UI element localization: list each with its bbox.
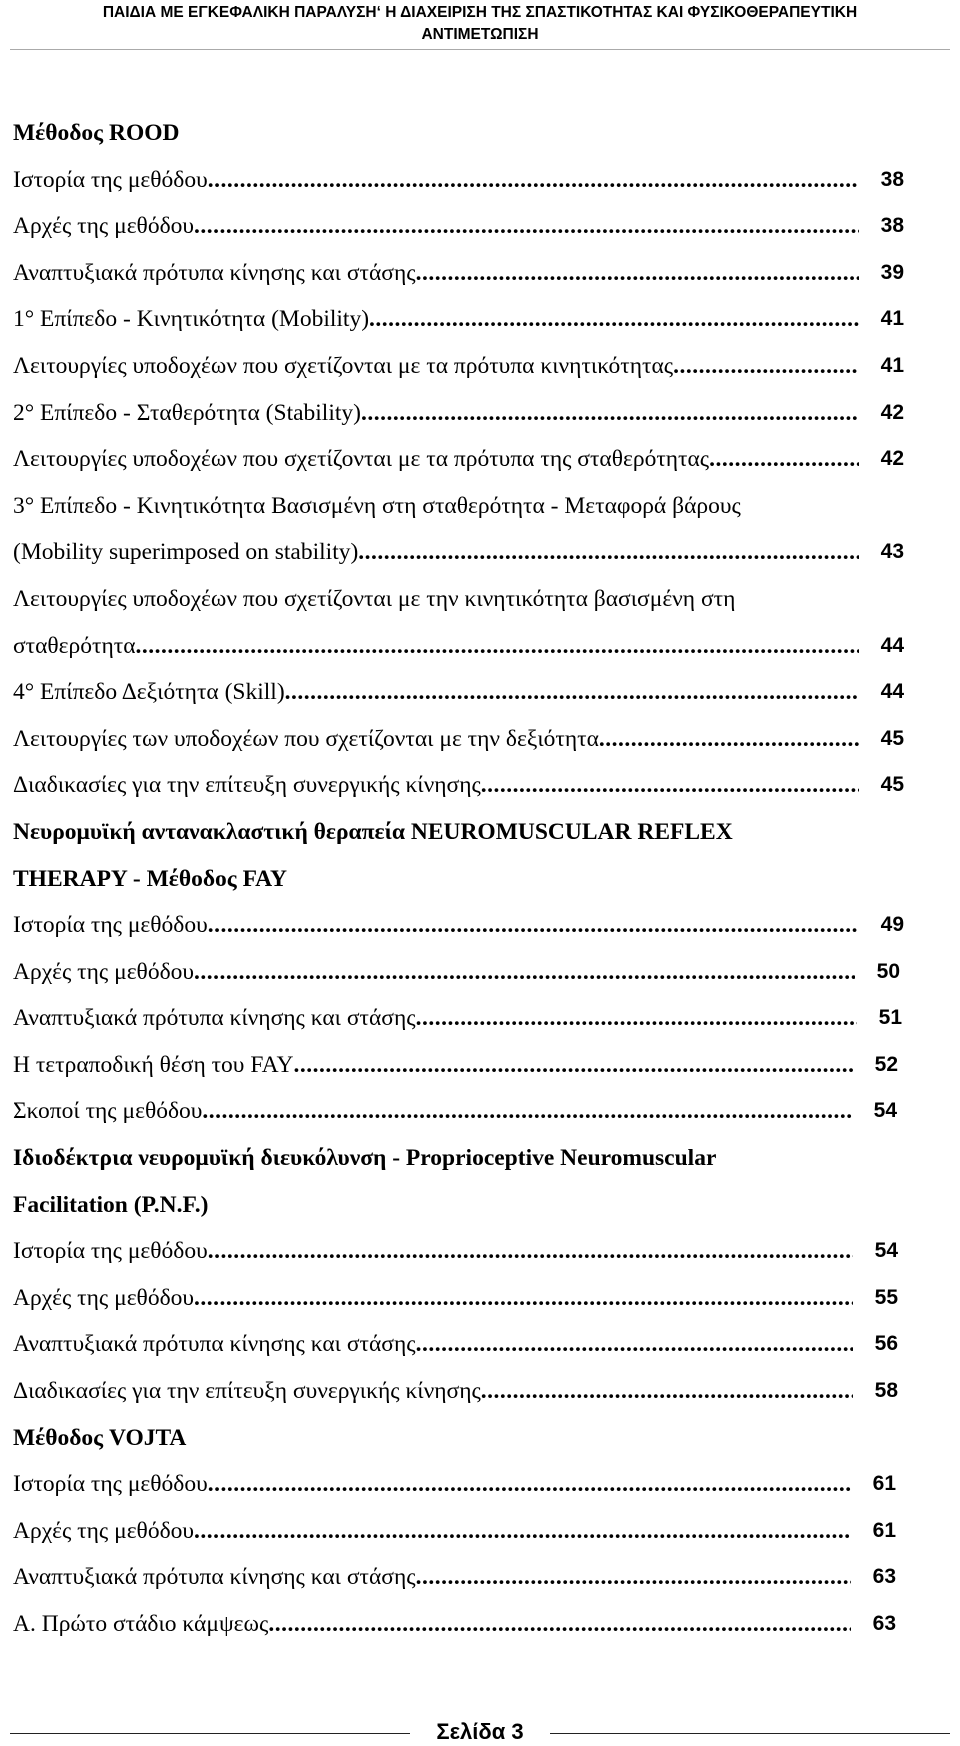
dot-leader [208, 1228, 853, 1275]
toc-page-number: 52 [874, 1052, 898, 1076]
dot-leader [268, 1601, 850, 1648]
toc-entry [13, 949, 900, 996]
toc-page-number: 54 [873, 1099, 897, 1123]
toc-entry [13, 250, 904, 297]
toc-entry-title: Αρχές της μεθόδου [13, 1284, 195, 1311]
toc-page-number: 63 [872, 1565, 896, 1589]
page-number-footer: Σελίδα 3 [410, 1718, 550, 1746]
toc-page-number: 38 [880, 167, 904, 191]
toc-entry-title: Αρχές της μεθόδου [13, 1517, 195, 1544]
toc-entry [13, 436, 904, 483]
toc-entry [13, 157, 904, 204]
toc-section-heading: Νευρομυϊκή αντανακλαστική θεραπεία NEUROMUSCULAR REFLEX [13, 818, 733, 845]
toc-entry-title: Λειτουργίες υποδοχέων που σχετίζονται με τα πρότυπα κινητικότητας [13, 352, 674, 379]
dot-leader [673, 343, 859, 390]
toc-entry [13, 1554, 896, 1601]
dot-leader [208, 1461, 851, 1508]
toc-entry-title: Ιστορία της μεθόδου [13, 912, 208, 939]
toc-entry-title: 4° Επίπεδο Δεξιότητα (Skill) [13, 679, 285, 706]
toc-section-heading: THERAPY - Μέθοδος FAY [13, 865, 287, 892]
dot-leader [599, 716, 859, 763]
toc-entry-title: Ιστορία της μεθόδου [13, 166, 208, 193]
dot-leader [285, 669, 859, 716]
dot-leader [369, 296, 859, 343]
toc-page-number: 54 [874, 1239, 898, 1263]
toc-entry-title-line: Λειτουργίες υποδοχέων που σχετίζονται με την κινητικότητα βασισμένη στη [13, 585, 736, 612]
running-header-line-2: ΑΝΤΙΜΕΤΩΠΙΣΗ [421, 26, 539, 43]
running-header-line-1: ΠΑΙΔΙΑ ΜΕ ΕΓΚΕΦΑΛΙΚΗ ΠΑΡΑΛΥΣΗ‘ Η ΔΙΑΧΕΙΡΙΣΗ ΤΗΣ ΣΠΑΣΤΙΚΟΤΗΤΑΣ ΚΑΙ ΦΥΣΙΚΟΘΕΡΑΠΕΥΤΙΚΗ [102, 4, 858, 21]
toc-page-number: 61 [872, 1472, 896, 1496]
toc-entry-title: Α. Πρώτο στάδιο κάμψεως [13, 1611, 269, 1637]
toc-entry [13, 390, 904, 437]
dot-leader [416, 1554, 851, 1601]
toc-entry [13, 1601, 896, 1648]
toc-entry [13, 1461, 896, 1508]
toc-page-number: 43 [880, 540, 904, 564]
toc-page-number: 38 [880, 214, 904, 238]
toc-page-number: 45 [880, 726, 904, 750]
toc-entry [13, 1508, 896, 1555]
dot-leader [208, 157, 859, 204]
dot-leader [136, 623, 859, 670]
dot-leader [194, 203, 859, 250]
dot-leader [709, 436, 859, 483]
running-header [10, 0, 950, 46]
toc-entry-title-line: 3° Επίπεδο - Κινητικότητα Βασισμένη στη σταθερότητα - Μεταφορά βάρους [13, 492, 741, 519]
toc-section-heading: Ιδιοδέκτρια νευρομυϊκή διευκόλυνση - Proprioceptive Neuromuscular [13, 1145, 717, 1172]
dot-leader [194, 1508, 851, 1555]
toc-page-number: 49 [880, 913, 904, 937]
table-of-contents [13, 110, 913, 1648]
dot-leader [293, 1042, 852, 1089]
toc-entry [13, 623, 904, 670]
dot-leader [416, 1321, 853, 1368]
toc-page-number: 42 [880, 447, 904, 471]
toc-entry [13, 1368, 898, 1415]
dot-leader [202, 1088, 851, 1135]
toc-entry-title: σταθερότητα [13, 632, 136, 659]
toc-entry-title: Λειτουργίες υποδοχέων που σχετίζονται με τα πρότυπα της σταθερότητας [13, 446, 710, 473]
toc-entry-title: Ιστορία της μεθόδου [13, 1471, 208, 1498]
toc-entry [13, 529, 904, 576]
dot-leader [194, 1275, 853, 1322]
toc-section-heading: Μέθοδος VOJTA [13, 1424, 187, 1451]
toc-page-number: 50 [876, 959, 900, 983]
toc-page-number: 56 [874, 1332, 898, 1356]
dot-leader [416, 250, 859, 297]
toc-entry [13, 1228, 898, 1275]
toc-entry-title: Διαδικασίες για την επίτευξη συνεργικής κίνησης [13, 1378, 481, 1405]
toc-page-number: 41 [880, 307, 904, 331]
toc-page-number: 44 [880, 680, 904, 704]
header-divider [10, 49, 950, 50]
toc-entry-title: 2° Επίπεδο - Σταθερότητα (Stability) [13, 399, 361, 426]
toc-entry-title: Ιστορία της μεθόδου [13, 1238, 208, 1265]
toc-entry-title: Αναπτυξιακά πρότυπα κίνησης και στάσης [13, 1331, 416, 1358]
toc-entry [13, 1088, 897, 1135]
toc-page-number: 58 [874, 1379, 898, 1403]
toc-entry-title: (Mobility superimposed on stability) [13, 539, 359, 566]
toc-page-number: 39 [880, 260, 904, 284]
toc-page-number: 41 [880, 353, 904, 377]
toc-entry-title: Λειτουργίες των υποδοχέων που σχετίζονται με την δεξιότητα [13, 725, 599, 752]
dot-leader [481, 762, 859, 809]
toc-section-heading: Μέθοδος ROOD [13, 120, 180, 146]
dot-leader [358, 529, 858, 576]
toc-entry [13, 203, 904, 250]
toc-entry [13, 762, 904, 809]
dot-leader [416, 995, 857, 1042]
toc-entry [13, 995, 902, 1042]
toc-entry [13, 1042, 898, 1089]
toc-page-number: 51 [878, 1006, 902, 1030]
toc-entry [13, 1321, 898, 1368]
toc-entry-title: Σκοποί της μεθόδου [13, 1098, 203, 1125]
toc-entry [13, 343, 904, 390]
dot-leader [361, 390, 859, 437]
toc-entry-title: Αναπτυξιακά πρότυπα κίνησης και στάσης [13, 259, 416, 286]
toc-entry [13, 1275, 898, 1322]
toc-entry-title: 1° Επίπεδο - Κινητικότητα (Mobility) [13, 306, 370, 333]
toc-entry-title: Διαδικασίες για την επίτευξη συνεργικής κίνησης [13, 772, 481, 799]
toc-entry-title: Αρχές της μεθόδου [13, 958, 195, 985]
dot-leader [194, 949, 855, 996]
toc-page-number: 42 [880, 400, 904, 424]
toc-entry-title: Η τετραποδική θέση του FAY [13, 1051, 294, 1078]
toc-entry [13, 669, 904, 716]
toc-entry-title: Αρχές της μεθόδου [13, 213, 195, 240]
toc-entry-title: Αναπτυξιακά πρότυπα κίνησης και στάσης [13, 1564, 416, 1591]
toc-entry-title: Αναπτυξιακά πρότυπα κίνησης και στάσης [13, 1005, 416, 1032]
toc-page-number: 61 [872, 1518, 896, 1542]
dot-leader [481, 1368, 853, 1415]
toc-section-heading: Facilitation (P.N.F.) [13, 1191, 209, 1218]
dot-leader [208, 902, 859, 949]
toc-entry [13, 716, 904, 763]
toc-entry [13, 296, 904, 343]
toc-page-number: 45 [880, 773, 904, 797]
toc-entry [13, 902, 904, 949]
toc-page-number: 63 [872, 1612, 896, 1635]
toc-page-number: 55 [874, 1285, 898, 1309]
toc-page-number: 44 [880, 633, 904, 657]
